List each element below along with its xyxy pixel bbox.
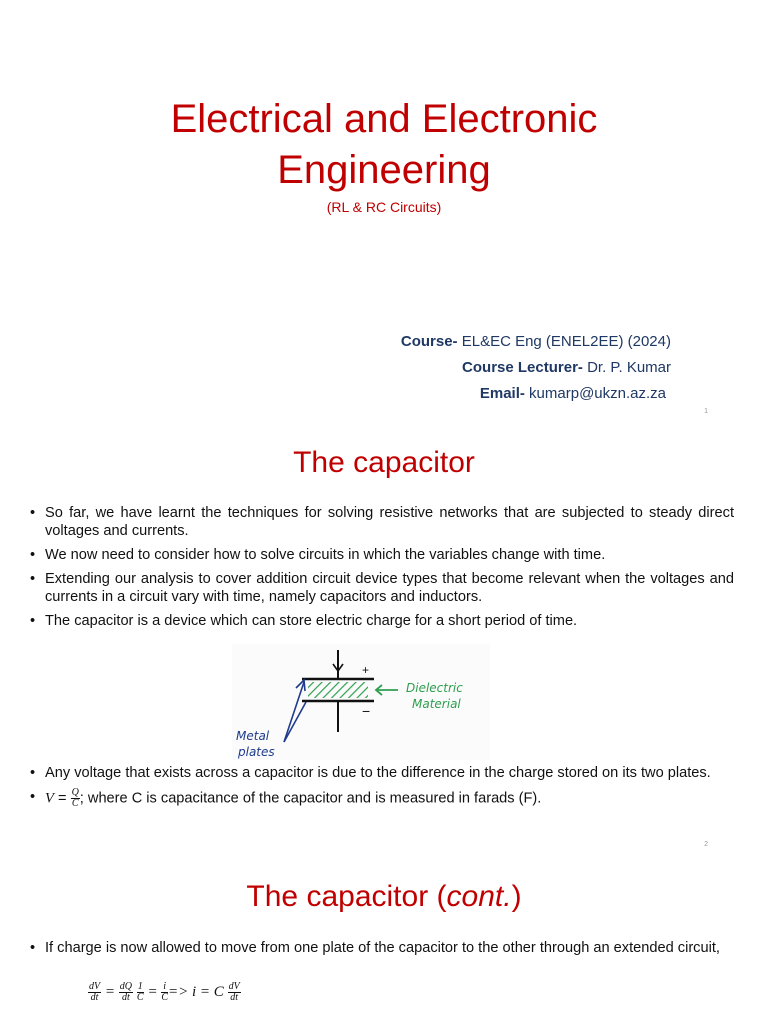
plates-label-2: plates (238, 745, 275, 759)
fraction-denominator: C (71, 798, 79, 809)
list-item: • The capacitor is a device which can store electric charge for a short period of time. (30, 612, 734, 630)
num: i (163, 981, 167, 992)
capacitor-slide (0, 432, 768, 852)
title-line-2: Engineering (277, 148, 491, 192)
dielectric-label-1: Dielectric (406, 681, 463, 695)
title-italic: cont. (446, 880, 512, 913)
frac-1-c (137, 982, 144, 1003)
den: C (136, 992, 144, 1003)
capacitor-sketch (232, 644, 490, 760)
subtitle: (RL & RC Circuits) (326, 199, 442, 215)
lecturer-info (462, 359, 671, 376)
slide-title (0, 880, 768, 914)
frac-i-c (161, 982, 168, 1003)
formula-item (30, 788, 734, 809)
minus-label: − (362, 703, 371, 719)
i-equals-c: i = C (192, 983, 224, 1000)
bullet-list (30, 504, 734, 636)
num: dV (89, 981, 101, 992)
course-info (401, 333, 671, 350)
num: 1 (137, 981, 143, 992)
implies: => (168, 983, 193, 1000)
num: dQ (119, 981, 132, 992)
list-item: • If charge is now allowed to move from one plate of the capacitor to the other through an extended circuit, (30, 939, 734, 957)
formula-text: ; where C is capacitance of the capacitor and is measured in farads (F). (79, 790, 542, 807)
lecturer-value: Dr. P. Kumar (587, 359, 671, 376)
title-slide (0, 0, 768, 432)
num: dV (228, 981, 240, 992)
title-text: The capacitor ( (246, 880, 447, 913)
course-value: EL&EC Eng (ENEL2EE) (2024) (461, 333, 671, 350)
title-close: ) (511, 880, 522, 913)
list-item: • Extending our analysis to cover addition circuit device types that become relevant when the voltages and currents in a circuit vary with time, namely capacitors and inductors. (30, 570, 734, 606)
capacitor-diagram (232, 644, 490, 760)
email-label: Email- (479, 385, 525, 402)
email-value: kumarp@ukzn.az.za (529, 385, 666, 402)
course-label: Course- (400, 333, 458, 350)
slide-title: The capacitor (293, 446, 475, 479)
frac-dq-dt (119, 982, 133, 1003)
frac-dv-dt-2 (228, 982, 241, 1003)
bullet-list (30, 939, 734, 963)
list-item: • We now need to consider how to solve circuits in which the variables change with time. (30, 546, 734, 564)
den: dt (121, 992, 130, 1003)
derivative-equation: $\frac{dV}{dt}$ = $\frac{dQ}{dt}$ $\frac{1}{C}$ = $\frac{i}{C}$ => i = C $\frac{dV}{dt}$ (89, 981, 240, 1003)
page-number: 2 (704, 841, 708, 848)
email-info (480, 385, 666, 402)
title-line-1: Electrical and Electronic (170, 97, 598, 141)
formula-fraction (71, 788, 80, 809)
plus-label: + (362, 663, 370, 677)
fraction-numerator: Q (71, 787, 79, 798)
den: dt (90, 992, 99, 1003)
den: dt (230, 992, 238, 1003)
presentation-title (0, 94, 768, 196)
formula-lhs: V (45, 790, 54, 807)
lecturer-label: Course Lecturer- (462, 359, 583, 376)
page-number: 1 (704, 408, 708, 415)
capacitor-cont-slide (0, 852, 768, 1024)
bullet-list-2 (30, 764, 734, 815)
formula-equals: = (53, 790, 71, 807)
dielectric-label-2: Material (412, 697, 461, 711)
den: C (161, 992, 169, 1003)
list-item: • Any voltage that exists across a capacitor is due to the difference in the charge stored on its two plates. (30, 764, 734, 782)
frac-dv-dt (88, 982, 101, 1003)
list-item: • So far, we have learnt the techniques for solving resistive networks that are subjected to steady direct voltages and currents. (30, 504, 734, 540)
plates-label-1: Metal (236, 729, 270, 743)
